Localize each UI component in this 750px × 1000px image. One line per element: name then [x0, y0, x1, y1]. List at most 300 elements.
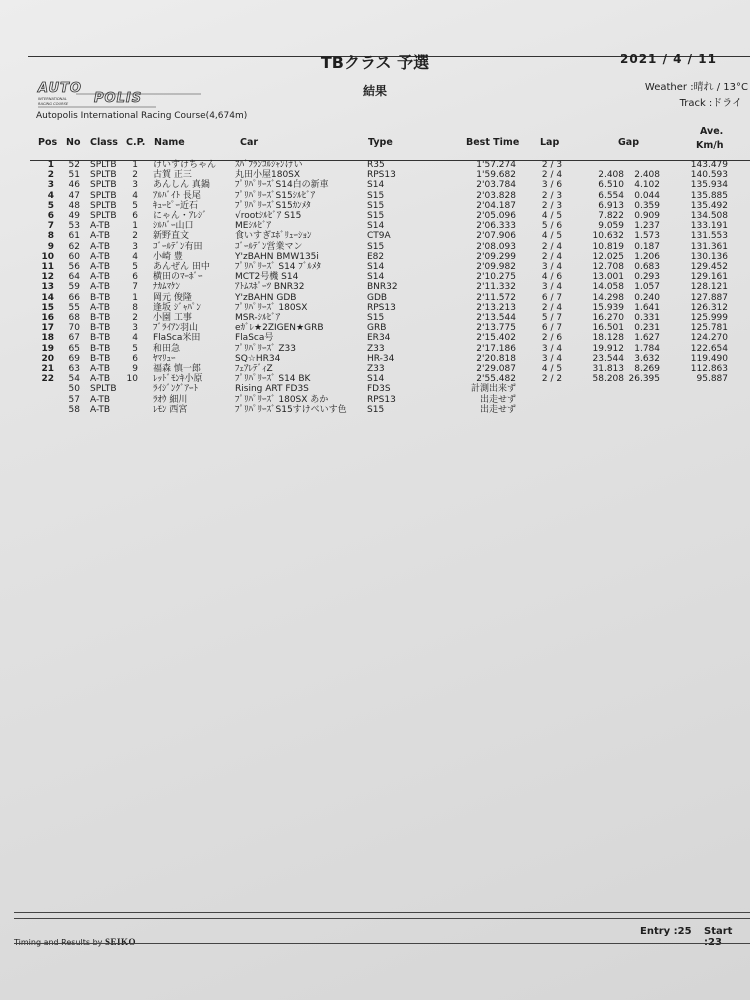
timing-prefix: Timing and Results by [14, 938, 103, 947]
cell-gap-total: 31.813 [592, 364, 624, 374]
table-row [0, 293, 750, 303]
table-row [0, 221, 750, 231]
bottom-rule [14, 912, 750, 913]
cell-gap-total: 16.501 [592, 323, 624, 334]
cell-no: 64 [68, 272, 80, 283]
cell-gap-prev: 1.573 [634, 231, 660, 242]
cell-speed: 140.593 [690, 170, 728, 181]
cell-no: 68 [68, 313, 80, 323]
cell-speed: 119.490 [690, 353, 728, 364]
cell-type: GDB [367, 292, 388, 303]
cell-name: ｱﾙﾊﾞｲﾄ 長尾 [153, 190, 201, 201]
cell-type: S14 [367, 262, 385, 272]
cell-car: Y'zBAHN BMW135i [235, 251, 319, 262]
cell-pos: 12 [41, 272, 54, 283]
table-row [0, 303, 750, 313]
cell-gap-prev: 0.359 [634, 200, 660, 211]
cell-class: A-TB [90, 364, 111, 374]
cell-gap-total: 58.208 [592, 374, 624, 385]
cell-best-time: 出走せず [479, 404, 516, 415]
cell-lap: 3 / 6 [541, 180, 563, 191]
cell-cp: 6 [132, 353, 138, 364]
table-row [0, 354, 750, 364]
cell-lap: 2 / 3 [541, 200, 563, 211]
cell-no: 53 [68, 221, 80, 232]
autopolis-logo [36, 80, 206, 110]
cell-type: R35 [367, 160, 385, 170]
cell-gap-total: 12.025 [592, 251, 624, 262]
cell-speed: 134.508 [690, 211, 728, 221]
cell-pos: 21 [41, 364, 54, 374]
cell-best-time: 2'20.818 [476, 353, 516, 364]
cell-cp: 1 [132, 292, 138, 303]
cell-pos: 7 [47, 221, 54, 232]
cell-name: 古賀 正三 [153, 170, 192, 181]
col-speed-ave: Ave. [700, 126, 724, 137]
cell-pos: 16 [41, 313, 54, 323]
cell-lap: 4 / 5 [541, 364, 563, 374]
cell-no: 49 [68, 211, 80, 221]
cell-name: けいすけちゃん [153, 160, 217, 170]
cell-lap: 4 / 5 [541, 211, 563, 221]
cell-pos: 15 [41, 302, 54, 313]
cell-no: 61 [68, 231, 80, 242]
col-gap: Gap [618, 137, 640, 148]
cell-pos: 4 [47, 190, 54, 201]
cell-type: RPS13 [367, 394, 396, 405]
cell-class: B-TB [90, 333, 111, 344]
logo-line2: POLIS [94, 91, 143, 106]
cell-speed: 133.191 [690, 221, 728, 232]
cell-lap: 5 / 7 [541, 313, 563, 323]
cell-lap: 2 / 4 [541, 241, 563, 252]
table-row [0, 262, 750, 272]
cell-pos: 8 [47, 231, 54, 242]
cell-best-time: 2'06.333 [476, 221, 516, 232]
cell-name: あんぜん 田中 [153, 262, 210, 272]
cell-speed: 129.452 [690, 262, 728, 272]
cell-name: 和田急 [153, 343, 181, 354]
cell-name: 岡元 俊隆 [153, 292, 192, 303]
cell-speed: 135.885 [690, 190, 728, 201]
col-speed-unit: Km/h [696, 140, 724, 151]
cell-car: √rootｼﾙﾋﾞｱ S15 [235, 211, 302, 221]
cell-car: ﾌﾟﾘﾊﾟﾘｰｽﾞ S14 BK [235, 374, 311, 385]
cell-name: ﾚﾓﾝ 西宮 [153, 404, 188, 415]
cell-cp: 4 [132, 333, 138, 344]
cell-best-time: 出走せず [479, 394, 516, 405]
cell-no: 50 [68, 384, 80, 395]
bottom-rule-2 [14, 918, 750, 919]
cell-no: 65 [68, 343, 80, 354]
logo-tag2: RACING COURSE [38, 102, 69, 106]
cell-gap-total: 18.128 [592, 333, 624, 344]
cell-car: SQ☆HR34 [235, 353, 281, 364]
cell-speed: 143.479 [690, 160, 728, 170]
logo-line1: AUTO [38, 81, 82, 96]
cell-speed: 129.161 [690, 272, 728, 283]
cell-best-time: 2'09.982 [476, 262, 516, 272]
cell-class: A-TB [90, 221, 111, 232]
cell-class: B-TB [90, 323, 111, 334]
cell-gap-prev: 1.206 [634, 251, 660, 262]
cell-class: SPLTB [90, 160, 117, 170]
cell-lap: 2 / 4 [541, 251, 563, 262]
cell-best-time: 2'11.572 [476, 292, 516, 303]
entry-count: Entry :25 [640, 926, 692, 937]
cell-cp: 1 [132, 160, 138, 170]
cell-pos: 9 [47, 241, 54, 252]
table-row [0, 242, 750, 252]
cell-best-time: 計測出来ず [470, 384, 516, 395]
cell-gap-prev: 26.395 [628, 374, 660, 385]
timing-credit [14, 937, 136, 947]
cell-lap: 4 / 5 [541, 231, 563, 242]
cell-speed: 125.781 [690, 323, 728, 334]
table-row [0, 211, 750, 221]
cell-gap-total: 16.270 [592, 313, 624, 323]
cell-cp: 5 [132, 343, 138, 354]
cell-gap-total: 14.058 [592, 282, 624, 293]
cell-cp: 2 [132, 231, 138, 242]
table-row [0, 405, 750, 415]
cell-car: MSR-ｼﾙﾋﾞｱ [235, 313, 281, 323]
cell-car: eｶﾞﾚ★2ZIGEN★GRB [235, 323, 324, 334]
cell-best-time: 2'29.087 [476, 364, 516, 374]
cell-best-time: 2'04.187 [476, 200, 516, 211]
cell-type: BNR32 [367, 282, 398, 293]
start-count: Start :23 [704, 926, 733, 948]
cell-gap-prev: 0.293 [634, 272, 660, 283]
cell-speed: 130.136 [690, 251, 728, 262]
cell-type: S15 [367, 404, 385, 415]
table-row [0, 191, 750, 201]
cell-car: Rising ART FD3S [235, 384, 309, 395]
cell-class: B-TB [90, 343, 111, 354]
col-name: Name [154, 137, 185, 148]
cell-class: SPLTB [90, 384, 117, 395]
cell-lap: 2 / 4 [541, 302, 563, 313]
cell-class: A-TB [90, 272, 111, 283]
cell-name: 小園 工事 [153, 313, 192, 323]
cell-pos: 2 [47, 170, 54, 181]
cell-car: ﾌﾟﾘﾊﾟﾘｰｽﾞ 180SX [235, 302, 308, 313]
cell-type: S14 [367, 180, 385, 191]
cell-class: A-TB [90, 241, 111, 252]
cell-cp: 1 [132, 221, 138, 232]
cell-no: 54 [68, 374, 80, 385]
cell-class: A-TB [90, 251, 111, 262]
cell-name: ﾔﾏﾘｭｰ [153, 353, 176, 364]
cell-class: SPLTB [90, 190, 117, 201]
cell-type: S15 [367, 241, 385, 252]
cell-class: A-TB [90, 404, 111, 415]
cell-speed: 126.312 [690, 302, 728, 313]
col-car: Car [240, 137, 259, 148]
cell-class: A-TB [90, 394, 111, 405]
table-row [0, 395, 750, 405]
cell-speed: 131.361 [690, 241, 728, 252]
cell-cp: 3 [132, 323, 138, 334]
cell-class: B-TB [90, 292, 111, 303]
table-row [0, 384, 750, 394]
cell-car: MEｼﾙﾋﾞｱ [235, 221, 271, 232]
cell-car: ﾌﾟﾘﾊﾟﾘｰｽﾞS15すけべいす色 [235, 404, 347, 415]
cell-cp: 7 [132, 282, 138, 293]
cell-gap-prev: 0.331 [634, 313, 660, 323]
event-date: 2021 / 4 / 11 [620, 52, 717, 66]
cell-type: ER34 [367, 333, 391, 344]
cell-lap: 2 / 3 [541, 160, 563, 170]
cell-gap-total: 6.554 [598, 190, 624, 201]
cell-gap-total: 14.298 [592, 292, 624, 303]
cell-no: 52 [68, 160, 80, 170]
cell-speed: 135.492 [690, 200, 728, 211]
cell-gap-prev: 0.683 [634, 262, 660, 272]
cell-no: 70 [68, 323, 80, 334]
cell-best-time: 2'07.906 [476, 231, 516, 242]
cell-name: ﾗｲｼﾞﾝｸﾞｱｰﾄ [153, 384, 199, 395]
cell-name: 逢坂 ｼﾞｬﾊﾟﾝ [153, 302, 201, 313]
cell-best-time: 2'15.402 [476, 333, 516, 344]
cell-best-time: 1'59.682 [476, 170, 516, 181]
cell-no: 57 [68, 394, 80, 405]
cell-car: ﾌﾟﾘﾊﾟﾘｰｽﾞS14白の新車 [235, 180, 329, 191]
cell-speed: 125.999 [690, 313, 728, 323]
cell-speed: 127.887 [690, 292, 728, 303]
cell-cp: 3 [132, 241, 138, 252]
cell-speed: 128.121 [690, 282, 728, 293]
cell-car: ﾌﾟﾘﾊﾟﾘｰｽﾞ S14 ﾌﾞﾙﾒﾀ [235, 262, 321, 272]
cell-speed: 122.654 [690, 343, 728, 354]
cell-name: あんしん 真鍋 [153, 180, 210, 191]
table-row [0, 160, 750, 170]
timing-brand: SEIKO [104, 937, 136, 947]
cell-best-time: 2'13.544 [476, 313, 516, 323]
cell-no: 63 [68, 364, 80, 374]
cell-car: ｱﾄﾑｽﾎﾟｰﾂ BNR32 [235, 282, 305, 293]
cell-car: ﾌﾟﾘﾊﾟﾘｰｽﾞ Z33 [235, 343, 296, 354]
page-subtitle: 結果 [362, 84, 387, 98]
cell-name: FlaSca米田 [153, 333, 201, 344]
cell-lap: 3 / 4 [541, 343, 563, 354]
cell-gap-prev: 4.102 [634, 180, 660, 191]
cell-type: GRB [367, 323, 387, 334]
cell-class: B-TB [90, 353, 111, 364]
table-row [0, 180, 750, 190]
cell-gap-total: 23.544 [592, 353, 624, 364]
table-row [0, 231, 750, 241]
weather-info: Weather :晴れ / 13°C [644, 82, 748, 93]
cell-type: FD3S [367, 384, 391, 395]
cell-cp: 6 [132, 211, 138, 221]
cell-type: S14 [367, 374, 385, 385]
cell-gap-prev: 1.627 [634, 333, 660, 344]
cell-lap: 6 / 7 [541, 323, 563, 334]
cell-cp: 6 [132, 272, 138, 283]
cell-gap-total: 10.819 [592, 241, 624, 252]
cell-no: 55 [68, 302, 80, 313]
cell-class: SPLTB [90, 170, 117, 181]
table-row [0, 333, 750, 343]
cell-pos: 3 [47, 180, 54, 191]
cell-cp: 8 [132, 302, 138, 313]
footer-rule [14, 943, 750, 944]
cell-car: 丸田小屋180SX [235, 170, 301, 181]
cell-best-time: 2'13.775 [476, 323, 516, 334]
cell-gap-prev: 1.057 [634, 282, 660, 293]
table-row [0, 282, 750, 292]
cell-type: Z33 [367, 343, 385, 354]
cell-cp: 2 [132, 313, 138, 323]
cell-lap: 2 / 6 [541, 333, 563, 344]
col-lap: Lap [540, 137, 560, 148]
cell-class: A-TB [90, 302, 111, 313]
cell-type: S14 [367, 221, 385, 232]
cell-no: 56 [68, 262, 80, 272]
cell-gap-prev: 1.237 [634, 221, 660, 232]
cell-no: 59 [68, 282, 80, 293]
cell-cp: 2 [132, 170, 138, 181]
cell-gap-prev: 3.632 [634, 353, 660, 364]
cell-best-time: 2'10.275 [476, 272, 516, 283]
cell-gap-total: 10.632 [592, 231, 624, 242]
cell-speed: 135.934 [690, 180, 728, 191]
table-row [0, 313, 750, 323]
cell-pos: 18 [41, 333, 54, 344]
cell-speed: 124.270 [690, 333, 728, 344]
cell-no: 62 [68, 241, 80, 252]
cell-lap: 5 / 6 [541, 221, 563, 232]
cell-gap-total: 6.510 [598, 180, 624, 191]
cell-cp: 9 [132, 364, 138, 374]
cell-cp: 5 [132, 200, 138, 211]
table-row [0, 272, 750, 282]
cell-name: ﾌﾞﾗｲｱﾝ羽山 [153, 323, 199, 334]
cell-best-time: 2'09.299 [476, 251, 516, 262]
cell-pos: 10 [41, 251, 54, 262]
col-best-time: Best Time [466, 137, 520, 148]
cell-gap-total: 15.939 [592, 302, 624, 313]
cell-pos: 1 [47, 160, 54, 170]
cell-class: SPLTB [90, 180, 117, 191]
cell-pos: 20 [41, 353, 54, 364]
cell-best-time: 2'03.828 [476, 190, 516, 201]
cell-cp: 4 [132, 190, 138, 201]
cell-class: SPLTB [90, 200, 117, 211]
cell-no: 67 [68, 333, 80, 344]
cell-lap: 6 / 7 [541, 292, 563, 303]
cell-gap-total: 19.912 [592, 343, 624, 354]
cell-best-time: 2'05.096 [476, 211, 516, 221]
cell-car: ｺﾞｰﾙﾃﾞﾝ営業マン [235, 241, 303, 252]
cell-no: 46 [68, 180, 80, 191]
cell-name: 福森 慎一郎 [153, 364, 201, 374]
cell-car: ｽﾊﾞﾌﾗﾝｺﾙｼｬﾝけい [235, 160, 303, 170]
cell-gap-total: 2.408 [598, 170, 624, 181]
cell-lap: 2 / 2 [541, 374, 563, 385]
table-row [0, 364, 750, 374]
cell-type: S15 [367, 200, 385, 211]
cell-pos: 14 [41, 292, 54, 303]
cell-gap-prev: 1.784 [634, 343, 660, 354]
cell-lap: 3 / 4 [541, 282, 563, 293]
cell-name: ﾅｶﾑﾏｹﾝ [153, 282, 181, 293]
cell-car: Y'zBAHN GDB [235, 292, 297, 303]
cell-no: 66 [68, 292, 80, 303]
cell-gap-prev: 8.269 [634, 364, 660, 374]
cell-lap: 3 / 4 [541, 353, 563, 364]
cell-gap-prev: 1.641 [634, 302, 660, 313]
table-row [0, 323, 750, 333]
cell-car: FlaSca号 [235, 333, 274, 344]
cell-lap: 2 / 4 [541, 170, 563, 181]
cell-car: ﾌﾟﾘﾊﾟﾘｰｽﾞS15ｶﾝﾒﾀ [235, 200, 311, 211]
cell-pos: 22 [41, 374, 54, 385]
cell-name: ﾚｯﾄﾞﾓﾝｷ小原 [153, 374, 203, 385]
cell-best-time: 2'17.186 [476, 343, 516, 354]
cell-car: ﾌｪｱﾚﾃﾞｨZ [235, 364, 273, 374]
cell-name: ｼﾙﾊﾞｰ山口 [153, 221, 194, 232]
cell-type: Z33 [367, 364, 385, 374]
cell-lap: 3 / 4 [541, 262, 563, 272]
cell-no: 51 [68, 170, 80, 181]
cell-type: HR-34 [367, 353, 395, 364]
page-title: TBクラス 予選 [320, 53, 430, 72]
table-row [0, 170, 750, 180]
cell-name: ｺﾞｰﾙﾃﾞﾝ有田 [153, 241, 203, 252]
col-pos: Pos [38, 137, 58, 148]
table-row [0, 201, 750, 211]
cell-best-time: 1'57.274 [476, 160, 516, 170]
cell-class: SPLTB [90, 211, 117, 221]
cell-lap: 4 / 6 [541, 272, 563, 283]
cell-gap-total: 9.059 [598, 221, 624, 232]
cell-name: ﾗｵｳ 細川 [153, 394, 188, 405]
cell-gap-total: 13.001 [592, 272, 624, 283]
cell-name: にゃん・ｱﾚｼﾞ [153, 211, 207, 221]
track-condition: Track :ドライ [679, 98, 742, 109]
cell-best-time: 2'13.213 [476, 302, 516, 313]
cell-no: 60 [68, 251, 80, 262]
cell-car: ﾌﾟﾘﾊﾟﾘｰｽﾞS15ｼﾙﾋﾞｱ [235, 190, 316, 201]
cell-name: 小崎 豊 [153, 251, 183, 262]
cell-name: ｷｭｰﾋﾟｰ近石 [153, 200, 199, 211]
col-type: Type [368, 137, 393, 148]
cell-gap-total: 6.913 [598, 200, 624, 211]
cell-class: A-TB [90, 231, 111, 242]
cell-best-time: 2'03.784 [476, 180, 516, 191]
cell-cp: 5 [132, 262, 138, 272]
table-row [0, 252, 750, 262]
cell-best-time: 2'08.093 [476, 241, 516, 252]
cell-no: 69 [68, 353, 80, 364]
cell-gap-prev: 2.408 [634, 170, 660, 181]
table-row [0, 344, 750, 354]
cell-car: MCT2号機 S14 [235, 272, 299, 283]
cell-best-time: 2'11.332 [476, 282, 516, 293]
cell-pos: 11 [41, 262, 54, 272]
cell-class: B-TB [90, 313, 111, 323]
cell-speed: 131.553 [690, 231, 728, 242]
cell-pos: 13 [41, 282, 54, 293]
cell-speed: 95.887 [696, 374, 728, 385]
cell-gap-prev: 0.044 [634, 190, 660, 201]
cell-cp: 4 [132, 251, 138, 262]
cell-car: 食いすぎｴﾎﾞﾘｭｰｼｮﾝ [235, 231, 312, 242]
cell-cp: 10 [126, 374, 138, 385]
cell-class: A-TB [90, 374, 111, 385]
